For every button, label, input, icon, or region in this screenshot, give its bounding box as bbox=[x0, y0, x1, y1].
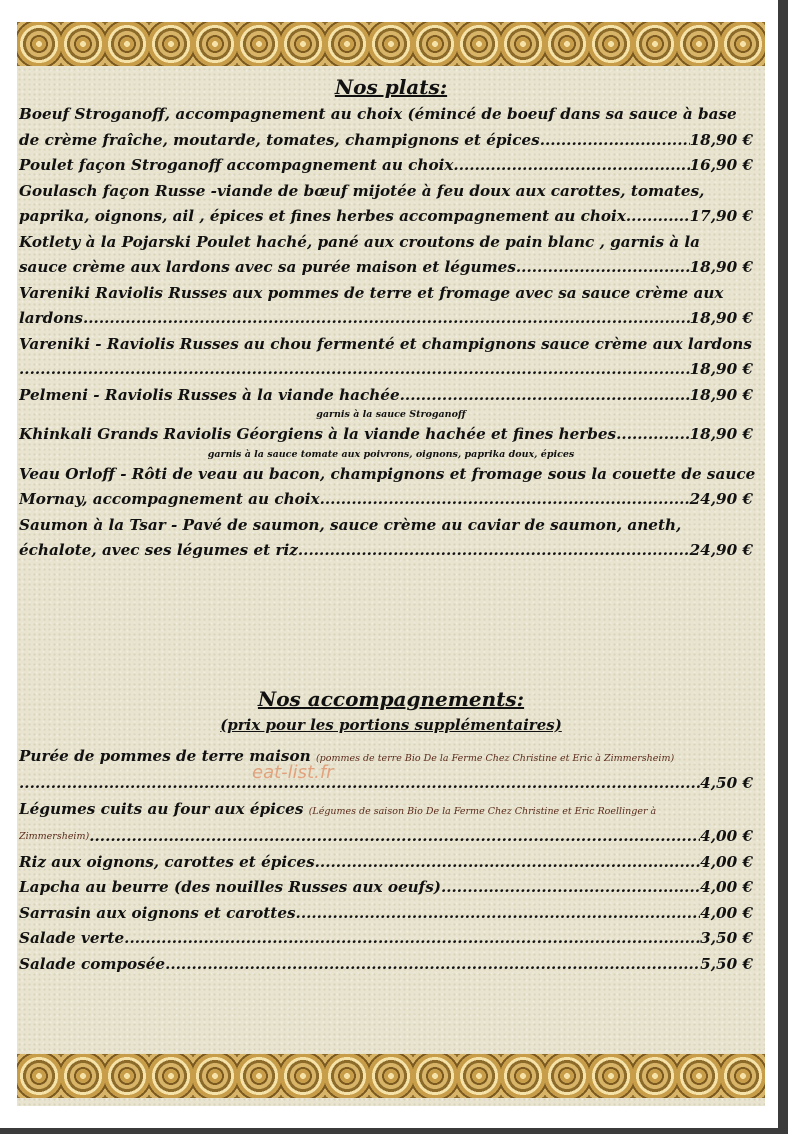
dish-price: 18,90 € bbox=[689, 385, 753, 404]
side-price: 4,50 € bbox=[700, 774, 753, 792]
plats-title: Nos plats: bbox=[334, 75, 448, 99]
dish-line: Veau Orloff - Rôti de veau au bacon, champignons et fromage sous la couette de sauce bbox=[19, 464, 756, 483]
side-line: Légumes cuits au four aux épices (Légumes de saison Bio De la Ferme Chez Christine et Eric Roellinger à bbox=[19, 799, 657, 818]
side-price: 3,50 € bbox=[700, 929, 753, 947]
dish-price: 16,90 € bbox=[689, 156, 753, 174]
dish-note: garnis à la sauce tomate aux poivrons, oignons, paprika doux, épices bbox=[207, 448, 575, 460]
dish-price: 18,90 € bbox=[689, 425, 753, 443]
side-price: 5,50 € bbox=[700, 954, 753, 973]
side-line: Lapcha au beurre (des nouilles Russes aux oeufs) ..... 4,00 € bbox=[19, 875, 763, 901]
dish-price: 18,90 € bbox=[689, 258, 753, 276]
side-detail: (Légumes de saison Bio De la Ferme Chez Christine et Eric Roellinger à bbox=[308, 805, 657, 817]
menu-content bbox=[19, 72, 763, 977]
menu-page bbox=[17, 22, 765, 1106]
side-line: Zimmersheim) ..... 4,00 € bbox=[19, 824, 763, 850]
dish-line: Mornay, accompagnement au choix ..... 24,90 € bbox=[19, 487, 763, 513]
viewer-right-edge bbox=[778, 0, 788, 1134]
dish-line: de crème fraîche, moutarde, tomates, champignons et épices ..... 18,90 € bbox=[19, 128, 763, 154]
side-line: Purée de pommes de terre maison (pommes de terre Bio De la Ferme Chez Christine et Eric à Zimmersheim) bbox=[19, 746, 675, 765]
side-detail: (pommes de terre Bio De la Ferme Chez Christine et Eric à Zimmersheim) bbox=[315, 752, 675, 764]
dish-line: Goulasch façon Russe -viande de bœuf mijotée à feu doux aux carottes, tomates, bbox=[19, 181, 705, 200]
side-price: 4,00 € bbox=[700, 852, 753, 871]
watermark-text: eat-list.fr bbox=[252, 762, 334, 783]
dish-line: paprika, oignons, ail , épices et fines herbes accompagnement au choix ..... 17,90 € bbox=[19, 204, 763, 230]
dish-price: 18,90 € bbox=[689, 309, 753, 327]
side-line: Sarrasin aux oignons et carottes ..... 4,00 € bbox=[19, 901, 763, 927]
dish-line: Khinkali Grands Raviolis Géorgiens à la viande hachée et fines herbes ..... 18,90 € bbox=[19, 422, 763, 448]
side-price: 4,00 € bbox=[700, 878, 753, 896]
accompagnements-subtitle: (prix pour les portions supplémentaires) bbox=[220, 715, 562, 734]
side-price: 4,00 € bbox=[700, 903, 753, 922]
dish-line: Vareniki - Raviolis Russes au chou fermenté et champignons sauce crème aux lardons bbox=[19, 334, 752, 353]
viewer-bottom-edge bbox=[0, 1128, 788, 1134]
dish-price: 18,90 € bbox=[689, 130, 753, 149]
side-line: Salade verte ..... 3,50 € bbox=[19, 926, 763, 952]
dish-line: lardons ..... 18,90 € bbox=[19, 306, 763, 332]
dish-line bbox=[19, 357, 763, 383]
dish-line: Kotlety à la Pojarski Poulet haché, pané aux croutons de pain blanc , garnis à la bbox=[19, 232, 701, 251]
dish-line: Boeuf Stroganoff, accompagnement au choix (émincé de boeuf dans sa sauce à base bbox=[19, 105, 737, 123]
side-line: Riz aux oignons, carottes et épices ..... 4,00 € bbox=[19, 850, 763, 876]
dish-line: Pelmeni - Raviolis Russes à la viande hachée ..... 18,90 € bbox=[19, 383, 763, 409]
dish-price: 17,90 € bbox=[689, 207, 753, 225]
dish-price: 24,90 € bbox=[689, 490, 753, 508]
dish-price: 24,90 € bbox=[689, 541, 753, 559]
dish-line: Poulet façon Stroganoff accompagnement au choix ..... 16,90 € bbox=[19, 153, 763, 179]
dish-line: échalote, avec ses légumes et riz ..... 24,90 € bbox=[19, 538, 763, 564]
side-line: Salade composée ..... 5,50 € bbox=[19, 952, 763, 978]
dish-line: Saumon à la Tsar - Pavé de saumon, sauce crème au caviar de saumon, aneth, bbox=[19, 515, 682, 534]
ornamental-border-top bbox=[17, 22, 765, 66]
side-price: 4,00 € bbox=[700, 827, 753, 845]
dish-line: Vareniki Raviolis Russes aux pommes de terre et fromage avec sa sauce crème aux bbox=[19, 283, 724, 302]
dish-line: sauce crème aux lardons avec sa purée maison et légumes ..... 18,90 € bbox=[19, 255, 763, 281]
dish-note: garnis à la sauce Stroganoff bbox=[316, 409, 466, 420]
ornamental-border-bottom bbox=[17, 1054, 765, 1098]
accompagnements-title: Nos accompagnements: bbox=[257, 686, 525, 711]
dish-price: 18,90 € bbox=[689, 360, 753, 378]
side-line bbox=[19, 771, 763, 797]
